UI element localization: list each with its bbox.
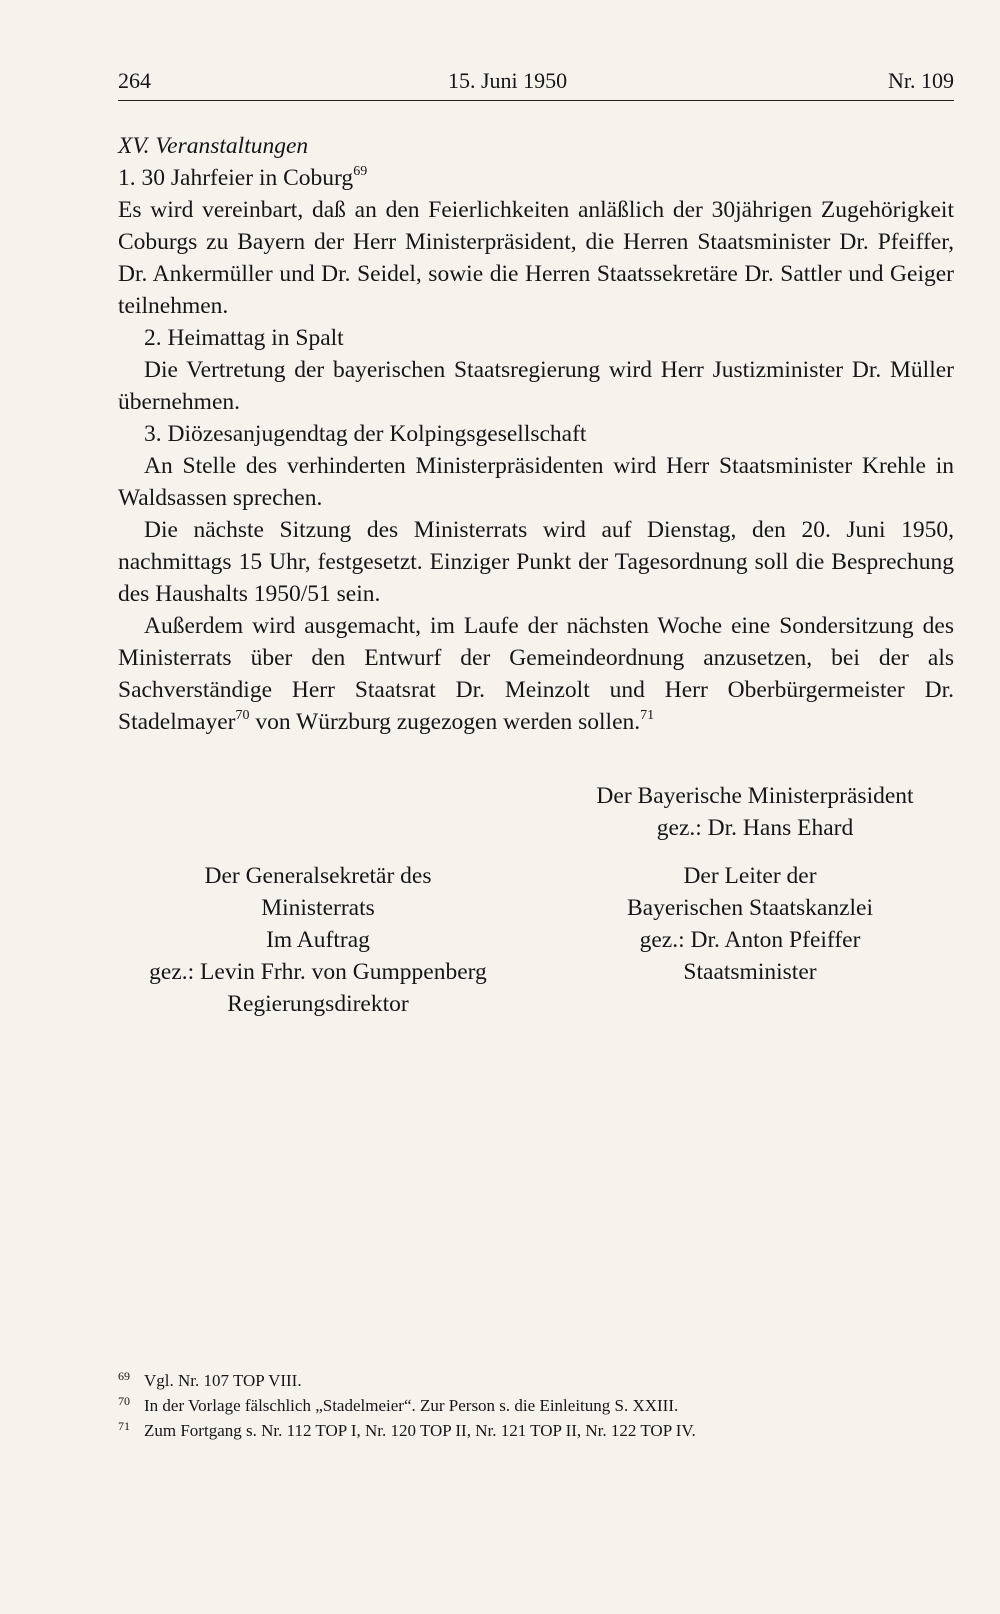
footnote-ref-70: 70 [235,708,250,723]
signature-generalsekretaer: Der Generalsekretär des Ministerrats Im Auftrag gez.: Levin Frhr. von Gumppenberg Regierungsdirektor [149,863,487,1017]
section-heading: XV. Veranstaltungen [118,133,309,159]
item-3-title: 3. Diözesanjugendtag der Kolpingsgesellschaft [144,421,587,447]
footnote-ref-69: 69 [353,164,368,179]
item-3-text: An Stelle des verhinderten Ministerpräsidenten wird Herr Staatsminister Krehle in Waldsassen sprechen. [118,453,954,511]
closing-paragraph-2: Außerdem wird ausgemacht, im Laufe der nächsten Woche eine Sondersitzung des Ministerrats über den Entwurf der Gemeindeordnung anzusetzen, bei der als Sachverständige Herr Staatsrat Dr. Meinzolt und Herr Oberbürgermeister Dr. Stadelmayer$^{70}$ von Würzburg zugezogen werden sollen.$^{71}$ [118,613,954,735]
item-1-title: 1. 30 Jahrfeier in Coburg$^{69}$ [118,164,368,191]
signature-staatskanzlei: Der Leiter der Bayerischen Staatskanzlei gez.: Dr. Anton Pfeiffer Staatsminister [626,863,873,985]
footnote-ref-71: 71 [640,708,655,723]
footnote-71: 71 Zum Fortgang s. Nr. 112 TOP I, Nr. 120 TOP II, Nr. 121 TOP II, Nr. 122 TOP IV. [118,1419,696,1440]
footnote-69: 69 Vgl. Nr. 107 TOP VIII. [118,1369,302,1390]
item-2-title: 2. Heimattag in Spalt [144,325,344,351]
header-date: 15. Juni 1950 [448,68,568,93]
item-2-text: Die Vertretung der bayerischen Staatsregierung wird Herr Justizminister Dr. Müller übernehmen. [118,357,954,415]
footnote-70: 70 In der Vorlage fälschlich „Stadelmeier“. Zur Person s. die Einleitung S. XXIII. [118,1394,679,1415]
item-1-text: Es wird vereinbart, daß an den Feierlichkeiten anläßlich der 30jährigen Zugehörigkeit Coburgs zu Bayern der Herr Ministerpräsident, die Herren Staatsminister Dr. Pfeiffer, Dr. Ankermüller und Dr. Seidel, sowie die Herren Staatssekretäre Dr. Sattler und Geiger teilnehmen. [118,197,954,319]
page-header [118,66,954,101]
main-text [118,130,954,738]
signature-ministerpraesident: Der Bayerische Ministerpräsident gez.: Dr. Hans Ehard [596,783,914,841]
footnotes [118,1368,954,1443]
header-issue: Nr. 109 [888,68,954,93]
page-number: 264 [118,68,151,93]
closing-paragraph-1: Die nächste Sitzung des Ministerrats wird auf Dienstag, den 20. Juni 1950, nachmittags 15 Uhr, festgesetzt. Einziger Punkt der Tagesordnung soll die Besprechung des Haushalts 1950/51 sein. [118,517,954,607]
